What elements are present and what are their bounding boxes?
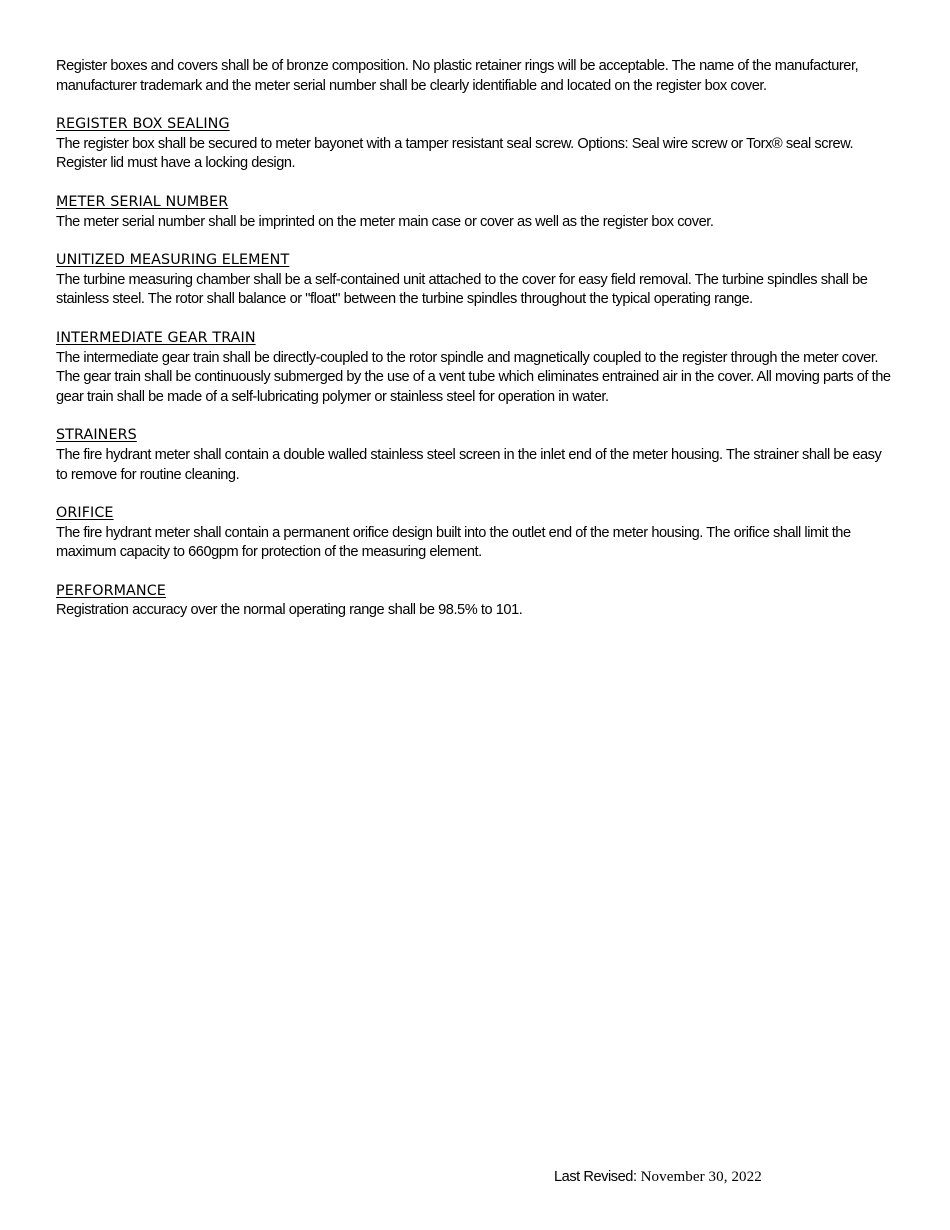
- section-body: Registration accuracy over the normal operating range shall be 98.5% to 101.: [56, 602, 523, 619]
- section-heading: UNITIZED MEASURING ELEMENT: [56, 252, 290, 269]
- last-revised-date: November 30, 2022: [640, 1169, 762, 1185]
- section-body: The meter serial number shall be imprinted on the meter main case or cover as well as the register box cover.: [56, 213, 714, 230]
- section-body: The register box shall be secured to meter bayonet with a tamper resistant seal screw. Options: Seal wire screw or Torx® seal screw. Register lid must have a locking design.: [56, 135, 854, 172]
- section-performance: [56, 582, 896, 621]
- section-body: The turbine measuring chamber shall be a self-contained unit attached to the cover for easy field removal. The turbine spindles shall be stainless steel. The rotor shall balance or "float" between the turbine spindles throughout the typical operating range.: [56, 271, 868, 308]
- section-body: The intermediate gear train shall be directly-coupled to the rotor spindle and magnetically coupled to the register through the meter cover. The gear train shall be continuously submerged by the use of a vent tube which eliminates entrained air in the cover. All moving parts of the gear train shall be made of a self-lubricating polymer or stainless steel for operation in water.: [56, 349, 891, 405]
- section-heading: METER SERIAL NUMBER: [56, 193, 229, 210]
- last-revised-label: Last Revised:: [554, 1169, 637, 1185]
- section-heading: REGISTER BOX SEALING: [56, 116, 230, 133]
- section-body: The fire hydrant meter shall contain a permanent orifice design built into the outlet end of the meter housing. The orifice shall limit the maximum capacity to 660gpm for protection of the measuring element.: [56, 524, 851, 561]
- section-heading: PERFORMANCE: [56, 582, 166, 599]
- section-strainers: [56, 426, 896, 485]
- document-page: [56, 57, 896, 621]
- section-heading: STRAINERS: [56, 427, 137, 444]
- section-body: The fire hydrant meter shall contain a double walled stainless steel screen in the inlet end of the meter housing. The strainer shall be easy to remove for routine cleaning.: [56, 446, 882, 483]
- section-heading: ORIFICE: [56, 505, 114, 522]
- revision-footer: [554, 1168, 762, 1186]
- section-meter-serial-number: [56, 193, 896, 232]
- intro-paragraph: Register boxes and covers shall be of bronze composition. No plastic retainer rings will be acceptable. The name of the manufacturer, manufacturer trademark and the meter serial number shall be clearly identifiable and located on the register box cover.: [56, 58, 859, 94]
- section-register-box-sealing: [56, 115, 896, 174]
- section-unitized-measuring-element: [56, 251, 896, 310]
- section-orifice: [56, 504, 896, 563]
- section-intermediate-gear-train: [56, 329, 896, 407]
- section-heading: INTERMEDIATE GEAR TRAIN: [56, 329, 256, 346]
